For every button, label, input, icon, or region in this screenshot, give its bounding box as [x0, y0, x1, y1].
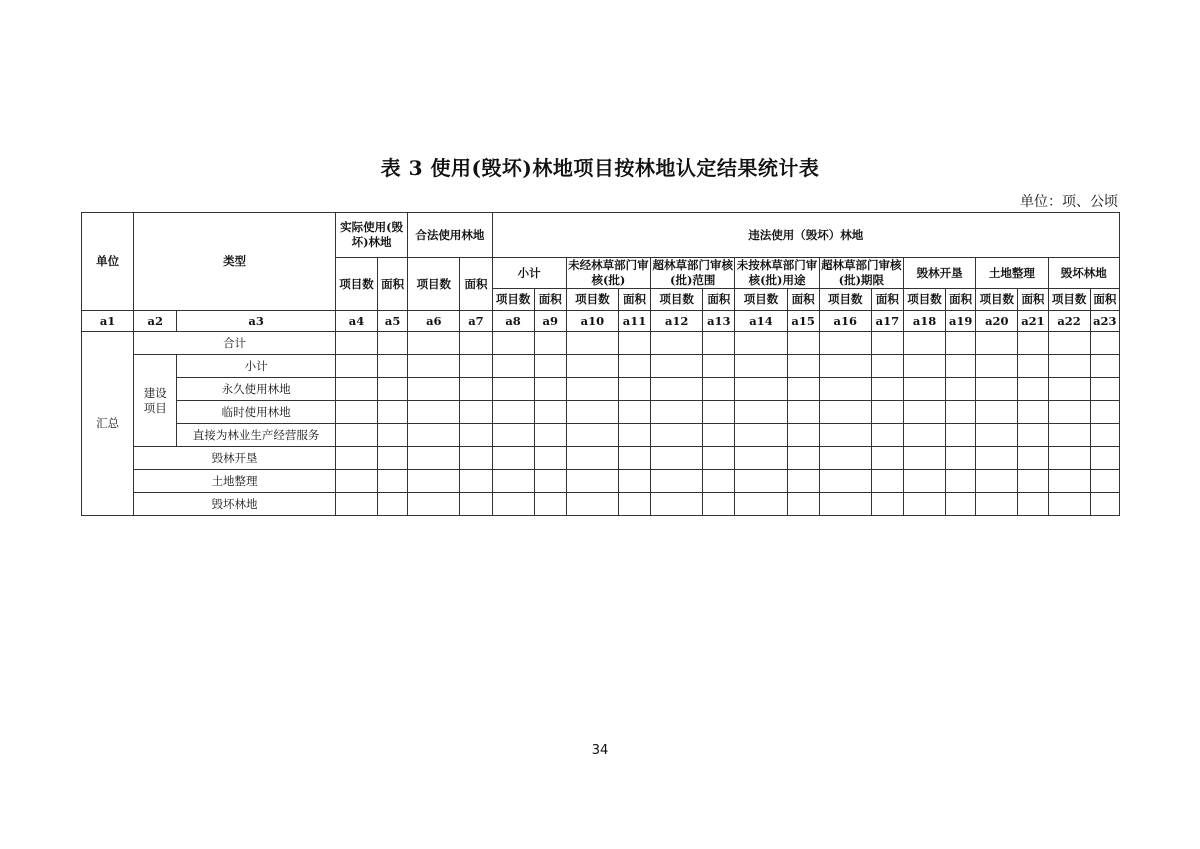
header-project-count: 项目数	[819, 289, 871, 311]
header-area: 面积	[946, 289, 976, 311]
unit-note: 单位：项、公顷	[1020, 194, 1118, 210]
header-group-land-consolidation: 土地整理	[976, 258, 1048, 289]
table-row	[82, 332, 1120, 355]
header-group-reclamation: 毁林开垦	[903, 258, 975, 289]
row-label-reclamation: 毁林开垦	[134, 447, 336, 470]
header-project-count: 项目数	[492, 289, 534, 311]
header-actual-use: 实际使用(毁坏)林地	[335, 213, 407, 258]
header-actual-count: 项目数	[335, 258, 377, 311]
index-cell: a9	[534, 311, 566, 332]
index-cell: a22	[1048, 311, 1090, 332]
index-cell: a17	[871, 311, 903, 332]
row-label-construction-line2: 项目	[143, 400, 167, 415]
index-cell: a5	[378, 311, 408, 332]
header-area: 面积	[534, 289, 566, 311]
row-label-destroyed: 毁坏林地	[134, 493, 336, 516]
index-cell: a14	[735, 311, 787, 332]
row-label-total: 合计	[134, 332, 336, 355]
header-project-count: 项目数	[566, 289, 618, 311]
index-cell: a18	[903, 311, 945, 332]
header-group-over-scope: 超林草部门审核(批)范围	[652, 258, 733, 287]
header-legal-count: 项目数	[408, 258, 460, 311]
row-label-construction-line1: 建设	[143, 385, 167, 400]
header-legal-use: 合法使用林地	[408, 213, 492, 258]
table-row	[82, 424, 1120, 447]
table-row	[82, 470, 1120, 493]
header-type: 类型	[134, 213, 336, 311]
header-actual-area: 面积	[378, 258, 408, 311]
index-cell: a10	[566, 311, 618, 332]
header-project-count: 项目数	[735, 289, 787, 311]
header-group-over-period: 超林草部门审核(批)期限	[821, 258, 902, 287]
row-label-subtotal: 小计	[177, 355, 336, 378]
index-cell: a6	[408, 311, 460, 332]
index-cell: a8	[492, 311, 534, 332]
index-cell: a11	[618, 311, 650, 332]
index-cell: a20	[976, 311, 1018, 332]
header-project-count: 项目数	[1048, 289, 1090, 311]
header-area: 面积	[1018, 289, 1048, 311]
header-project-count: 项目数	[903, 289, 945, 311]
header-area: 面积	[787, 289, 819, 311]
header-area: 面积	[871, 289, 903, 311]
index-cell: a3	[177, 311, 336, 332]
statistics-table	[81, 212, 1120, 516]
header-group-subtotal: 小计	[492, 258, 566, 289]
index-cell: a1	[82, 311, 134, 332]
index-cell: a4	[335, 311, 377, 332]
header-project-count: 项目数	[651, 289, 703, 311]
page-number: 34	[591, 743, 609, 758]
header-group-unapproved: 未经林草部门审核(批)	[568, 258, 649, 287]
index-cell: a12	[651, 311, 703, 332]
header-group-destroyed: 毁坏林地	[1048, 258, 1120, 289]
table-row	[82, 493, 1120, 516]
row-label-temporary: 临时使用林地	[177, 401, 336, 424]
index-cell: a7	[460, 311, 492, 332]
index-cell: a15	[787, 311, 819, 332]
header-legal-area: 面积	[460, 258, 492, 311]
table-row	[82, 355, 1120, 378]
header-area: 面积	[618, 289, 650, 311]
header-area: 面积	[1090, 289, 1119, 311]
header-area: 面积	[703, 289, 735, 311]
index-cell: a2	[134, 311, 177, 332]
row-label-direct-service: 直接为林业生产经营服务	[177, 424, 336, 447]
index-cell: a16	[819, 311, 871, 332]
index-cell: a21	[1018, 311, 1048, 332]
row-label-land-consolidation: 土地整理	[134, 470, 336, 493]
header-group-not-per-use: 未按林草部门审核(批)用途	[736, 258, 818, 287]
table-row	[82, 378, 1120, 401]
index-cell: a19	[946, 311, 976, 332]
row-label-construction	[134, 355, 177, 447]
index-cell: a23	[1090, 311, 1119, 332]
table-row	[82, 401, 1120, 424]
header-project-count: 项目数	[976, 289, 1018, 311]
row-label-summary: 汇总	[82, 332, 134, 516]
index-cell: a13	[703, 311, 735, 332]
row-label-permanent: 永久使用林地	[177, 378, 336, 401]
header-illegal-use: 违法使用（毁坏）林地	[492, 213, 1119, 258]
table-row	[82, 447, 1120, 470]
header-unit: 单位	[82, 213, 134, 311]
table-title: 表 3 使用(毁坏)林地项目按林地认定结果统计表	[380, 156, 820, 180]
